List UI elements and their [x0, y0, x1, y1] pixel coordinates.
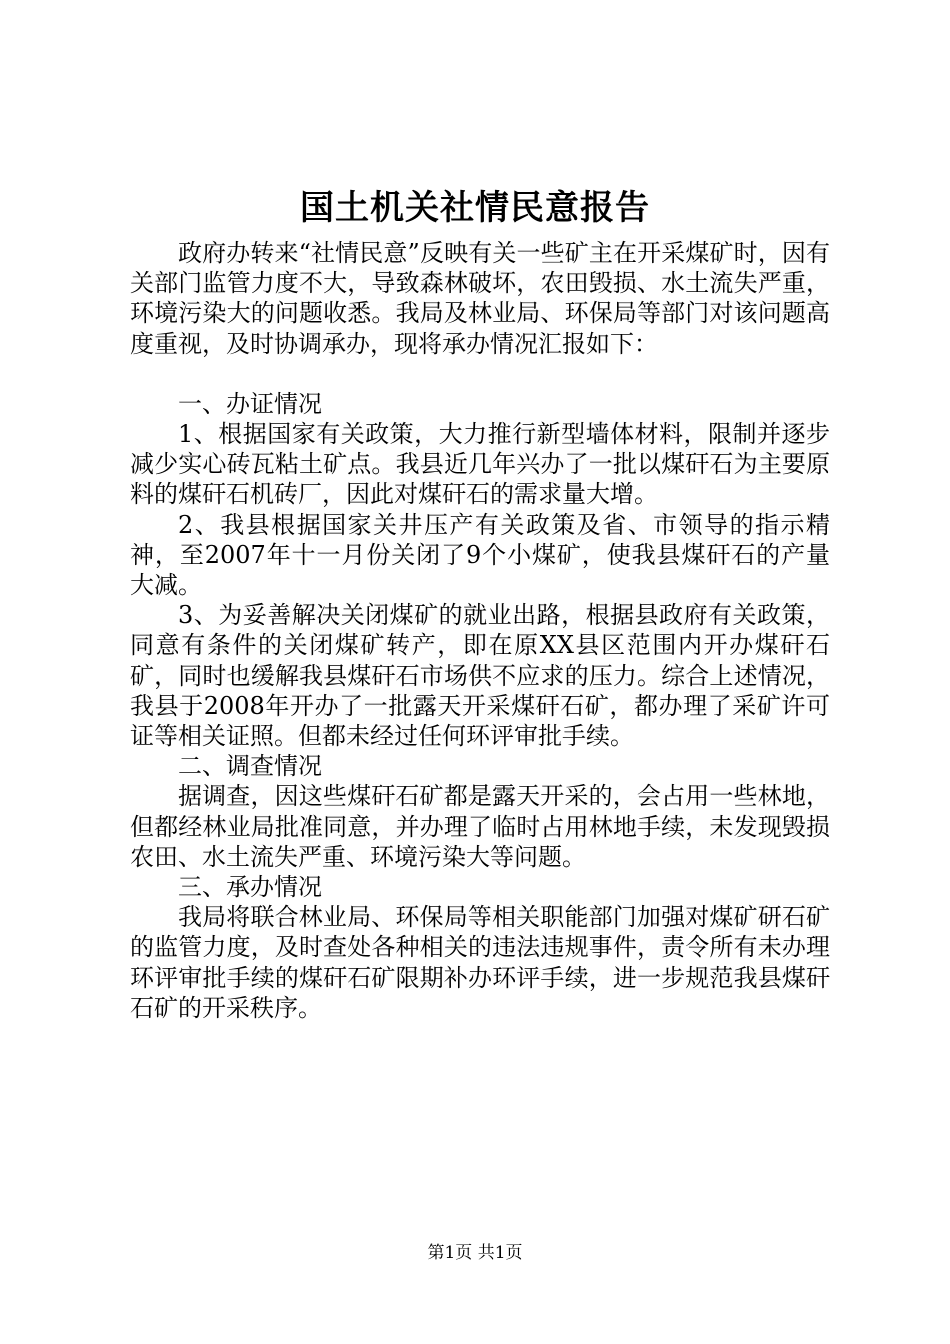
section-heading-2: 二、调查情况: [178, 752, 322, 781]
section-1-paragraph-2: 2、我县根据国家关井压产有关政策及省、市领导的指示精神，至2007年十一月份关闭了9个小煤矿，使我县煤矸石的产量大减。: [130, 510, 830, 600]
section-3-paragraph-1: 我局将联合林业局、环保局等相关职能部门加强对煤矿研石矿的监管力度，及时查处各种相关的违法违规事件，责令所有未办理环评审批手续的煤矸石矿限期补办环评手续，进一步规范我县煤矸石矿的开采秩序。: [130, 903, 830, 1022]
document-body: [130, 238, 830, 1023]
section-1-paragraph-1: 1、根据国家有关政策，大力推行新型墙体材料，限制并逐步减少实心砖瓦粘土矿点。我县近几年兴办了一批以煤矸石为主要原料的煤矸石机砖厂，因此对煤矸石的需求量大增。: [130, 420, 830, 509]
section-2-paragraph-1: 据调查，因这些煤矸石矿都是露天开采的，会占用一些林地，但都经林业局批准同意，并办理了临时占用林地手续，未发现毁损农田、水土流失严重、环境污染大等问题。: [130, 782, 830, 871]
page-footer: 第1页 共1页: [427, 1243, 523, 1263]
section-heading-1: 一、办证情况: [178, 389, 322, 418]
document-title: 国土机关社情民意报告: [300, 188, 650, 228]
section-heading-3: 三、承办情况: [178, 873, 322, 902]
intro-paragraph: 政府办转来“社情民意”反映有关一些矿主在开采煤矿时，因有关部门监管力度不大，导致森林破坏，农田毁损、水土流失严重，环境污染大的问题收悉。我局及林业局、环保局等部门对该问题高度重视，及时协调承办，现将承办情况汇报如下：: [130, 239, 830, 358]
section-1-paragraph-3: 3、为妥善解决关闭煤矿的就业出路，根据县政府有关政策，同意有条件的关闭煤矿转产，即在原XX县区范围内开办煤矸石矿，同时也缓解我县煤矸石市场供不应求的压力。综合上述情况，我县于2008年开办了一批露天开采煤矸石矿，都办理了采矿许可证等相关证照。但都未经过任何环评审批手续。: [130, 601, 830, 751]
